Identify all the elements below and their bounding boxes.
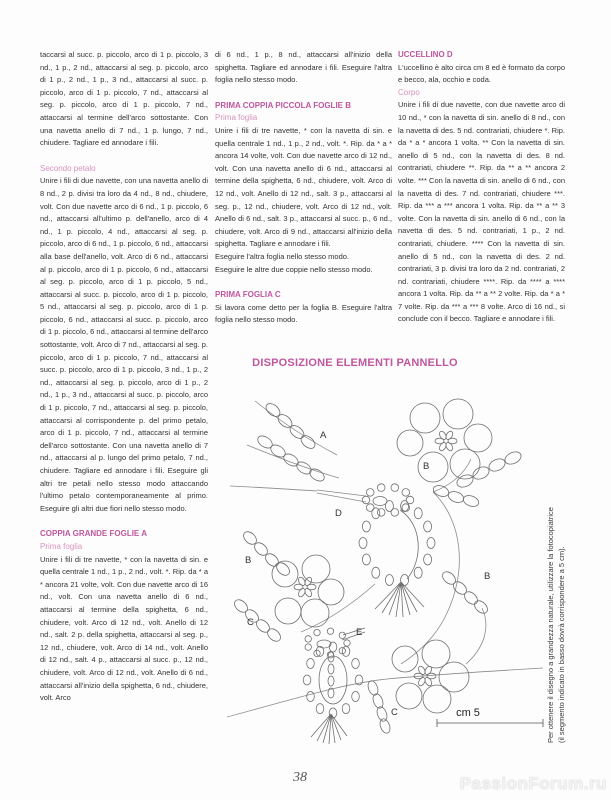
subheading-secondo-petalo: Secondo petalo [40, 163, 96, 173]
diagram-label-a: A [320, 430, 327, 441]
text-column-2 [215, 49, 392, 327]
scale-bar-label: cm 5 [456, 707, 480, 719]
page-number: 38 [293, 770, 307, 785]
diagram-label-c1: C [247, 617, 254, 628]
flower-bottom-left [272, 555, 344, 627]
heading-uccellino-d: UCCELLINO D [398, 50, 453, 59]
side-note-line2: (il segmento indicato in basso dovrà corrispondere a 5 cm). [557, 546, 566, 743]
paragraph: Unire i fili di tre navette, * con la navetta di sin. e quella centrale 1 nd., 1 p., 2 nd., volt. *. Rip. da * a * ancora 14 volte, volt. Con due navette arco di 12 nd., volt. Con una navetta anello di 6 nd., attaccarsi al termine della spighetta, 6 nd., chiudere, volt. Arco di 12 nd., volt. Anello di 12 nd., salt. 3 p., attaccarsi al seg. p., 12 nd., chiudere, volt. Arco di 12 nd., volt. Anello di 6 nd., salt. 3 p., attaccarsi al succ. p., 6 nd., chiudere, volt. Arco di 9 nd., attaccarsi all'inizio della spighetta. Tagliare e annodare i fili. [215, 125, 392, 249]
heading-prima-foglia-c: PRIMA FOGLIA C [215, 290, 281, 300]
subheading-prima-foglia: Prima foglia [40, 541, 83, 551]
subheading-prima-foglia: Prima foglia [215, 113, 258, 123]
stem-lines [227, 401, 543, 717]
paragraph: Unire i fili di due navette, con due navette arco di 10 nd., * con la navetta di sin. anello di 8 nd., con la navetta di des. 5 nd. contrariati, chiudere *. Rip. da * a * ancora 1 volta. ** Con la navetta di sin. anello di 5 nd., con la navetta di des. 8 nd. contrariati, chiudere **. Rip. da ** a ** ancora 2 volte. *** Con la navetta di sin. anello di 6 nd., con la navetta di des. 7 nd. contrariati, chiudere ***. Rip. da *** a *** ancora 1 volta. Rip. da ** a ** 3 volte. Con la navetta di sin. anello di 6 nd., con la navetta di des. 5 nd. contrariati, 1 p., 2 nd. contrariati, chiudere. **** Con la navetta di sin. anello di 5 nd., con la navetta di des. 2 nd. contrariati, 3 p. divisi tra loro da 2 nd. contrariati, 2 nd. contrariati, chiudere ****. Rip. da **** a **** ancora 1 volta. Rip. da ** a ** 2 volte. Rip. da * a * 7 volte. Rip. da *** a *** 8 volte. Arco di 16 nd., si conclude con il becco. Tagliare e annodare i fili. [398, 100, 565, 324]
scale-bar [437, 707, 543, 727]
subheading-corpo: Corpo [398, 87, 420, 97]
section-title-disposizione: DISPOSIZIONE ELEMENTI PANNELLO [252, 357, 458, 369]
panel-layout-diagram [225, 385, 545, 755]
bird-d [359, 484, 435, 617]
paragraph: Unire i fili di tre navette, * con la navetta di sin. e quella centrale 1 nd., 1 p., 2 nd., volt. *. Rip. da * a * ancora 21 volte, volt. Con due navette arco di 16 nd., volt. Con una navetta anello di 6 nd., attaccarsi al termine della spighetta, 6 nd., chiudere, volt. Arco di 12 nd., volt. Anello di 12 nd., salt. 2 p. della spighetta, attaccarsi al seg. p., 12 nd., chiudere, volt. Arco di 14 nd., volt. Anello di 12 nd., salt. 4 p., attaccarsi al succ. p., 12 nd., chiudere, volt. Arco di 12 nd., volt. Anello di 6 nd., attaccarsi all'inizio della spighetta, 6 nd., chiudere, volt. Arco [40, 554, 208, 703]
paragraph: Si lavora come detto per la foglia B. Eseguire l'altra foglia nello stesso modo. [215, 302, 392, 325]
paragraph: Unire i fili di due navette, con una navetta anello di 8 nd., 2 p. divisi tra loro da 4 nd., 8 nd., chiudere, volt. Con due navette arco di 6 nd., 1 p. piccolo, 6 nd., attaccarsi all'ultimo p. dell'anello, arco di 4 nd., 1 p. piccolo, 4 nd., attaccarsi al seg. p. piccolo, arco di 6 nd., 1 p. piccolo, 6 nd., attaccarsi alla base dell'anello, volt. Arco di 6 nd., attaccarsi al p. piccolo, arco di 1 p. piccolo, 6 nd., attaccarsi al seg. p. piccolo, arco di 1 p. piccolo, 5 nd., attaccarsi al succ. p. piccolo, arco di 1 p. piccolo, 5 nd., attaccarsi al seg. p. piccolo, arco di 1 p. piccolo, 6 nd., attaccarsi al succ. p. piccolo, arco di 1 p. piccolo, 6 nd., attaccarsi al termine dell'arco sottostante, volt. Arco di 7 nd., attaccarsi al seg. p. piccolo, arco di 1 p. piccolo, 7 nd., attaccarsi al succ. p. piccolo, arco di 1 p. piccolo, 3 nd., 1 p., 2 nd., attaccarsi al seg. p. piccolo, arco di 1 p., 2 nd., 1 p., 3 nd., attaccarsi al succ. p. piccolo, arco di 1 p. piccolo, 7 nd., attaccarsi al seg. p. piccolo, attaccarsi al corrispondente p. del primo petalo, arco di 1 p. piccolo, 7 nd., attaccarsi al termine dell'arco sottostante. Con una navetta anello di 7 nd., attaccarsi al p. lungo del primo petalo, 7 nd., chiudere. Tagliare ed annodare i fili. Eseguire gli altri tre petali nello stesso modo attaccando l'ultimo petalo contemporaneamente al primo. Eseguire gli altri due fiori nello stesso modo. [40, 176, 209, 513]
flower-a [397, 399, 492, 482]
text-column-1 [40, 49, 208, 705]
heading-coppia-grande-foglie-a: COPPIA GRANDE FOGLIE A [40, 529, 147, 539]
text-column-3 [398, 49, 565, 326]
leaf-c-left [232, 597, 283, 643]
side-note-line1: Per ottenere il disegno a grandezza naturale, utilizzare la fotocopiatrice [546, 507, 555, 743]
watermark: PassionForum.ru [459, 774, 607, 793]
bird-e [303, 628, 365, 744]
diagram-label-b1: B [423, 461, 430, 472]
paragraph: di 6 nd., 1 p., 8 nd., attaccarsi all'inizio della spighetta. Tagliare ed annodare i fili. Eseguire l'altra foglia nello stesso modo. [215, 50, 392, 85]
heading-prima-coppia-piccola-foglie-b: PRIMA COPPIA PICCOLA FOGLIE B [215, 100, 352, 110]
diagram-label-e: E [356, 627, 363, 638]
paragraph: taccarsi al succ. p. piccolo, arco di 1 p. piccolo, 3 nd., 1 p., 2 nd., attaccarsi al seg. p. piccolo, arco di 1 p., 2 nd., 1 p., 3 nd., attaccarsi al succ. p. piccolo, arco di 1 p. piccolo, 7 nd., attaccarsi al seg. p. piccolo, arco di 1 p. piccolo, 7 nd., attaccarsi al termine dell'arco sottostante. Con una navetta anello di 7 nd., 1 p. lungo, 7 nd., chiudere. Tagliare ed annodare i fili. [40, 50, 208, 148]
diagram-label-b2: B [245, 555, 252, 566]
paragraph: Eseguire le altre due coppie nello stesso modo. [215, 264, 373, 274]
diagram-label-d: D [335, 508, 342, 519]
paragraph: L'uccellino è alto circa cm 8 ed è formato da corpo e becco, ala, occhio e coda. [398, 62, 565, 85]
flower-bottom-right [392, 640, 469, 713]
diagram-label-b3: B [484, 571, 491, 582]
leaf-c-bottom [366, 679, 392, 734]
photocopy-side-note [545, 388, 571, 743]
leaf-b-left [241, 529, 292, 578]
diagram-label-c2: C [391, 707, 398, 718]
paragraph: Eseguire l'altra foglia nello stesso modo. [215, 251, 350, 261]
